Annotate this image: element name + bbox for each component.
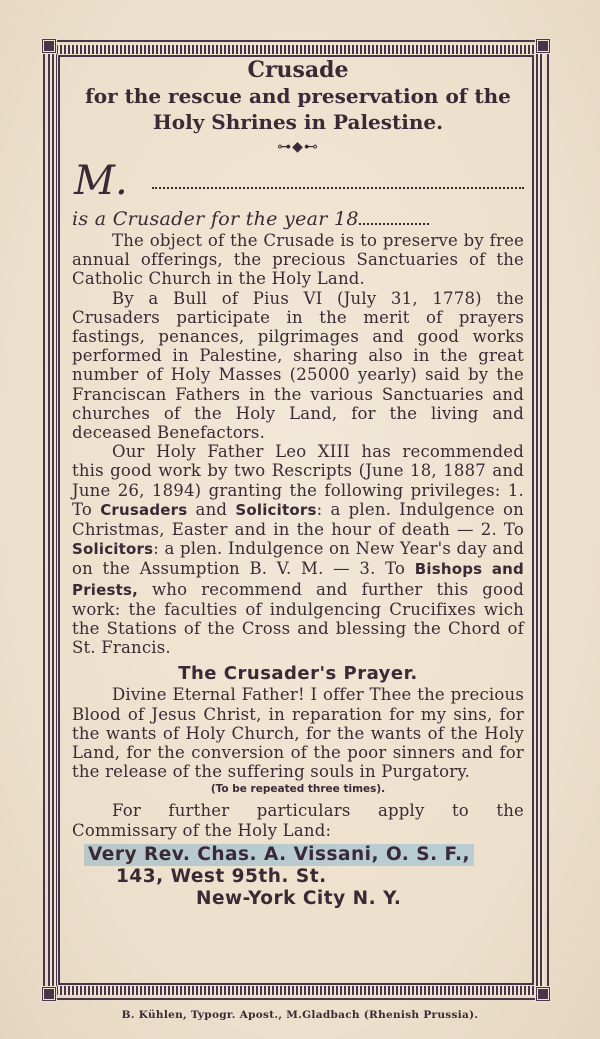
frame-corner-ornament xyxy=(41,986,57,1002)
card-content xyxy=(72,58,524,910)
name-initial: M. xyxy=(74,158,128,204)
frame-corner-ornament xyxy=(41,38,57,54)
printer-imprint: B. Kühlen, Typogr. Apost., M.Gladbach (Rhenish Prussia). xyxy=(121,1009,479,1021)
crusaders-term: Crusaders xyxy=(100,500,188,519)
prayer-repeat-note: (To be repeated three times). xyxy=(210,783,386,796)
name-blank-line xyxy=(152,187,524,189)
privileges-text-1: Our Holy Father Leo XIII has recommended this good work by two Rescripts (June 18, 1887 and June 26, 1894) granting the following privileges: 1. To xyxy=(72,442,524,519)
contact-address xyxy=(72,844,524,910)
name-field xyxy=(72,157,524,205)
prayer-text: Divine Eternal Father! I offer Thee the precious Blood of Jesus Christ, in reparation for my sins, for the wants of Holy Church, for the wants of the Holy Land, for the conversion of the poor sinners and for the release of the suffering souls in Purgatory. xyxy=(72,685,524,782)
contact-street: 143, West 95th. St. xyxy=(116,865,327,887)
privileges-and: and xyxy=(195,499,228,519)
privileges-text-2: : a plen. Indulgence on Christmas, Easter and in the hour of death — 2. To xyxy=(72,499,524,540)
frame-corner-ornament xyxy=(535,986,551,1002)
card-subtitle-line1: for the rescue and preservation of the xyxy=(85,84,511,108)
frame-corner-ornament xyxy=(535,38,551,54)
paragraph-privileges xyxy=(72,442,524,657)
card-title: Crusade xyxy=(247,57,349,83)
contact-name: Very Rev. Chas. A. Vissani, O. S. F., xyxy=(84,844,474,866)
year-blank-line xyxy=(359,223,429,225)
solicitors-term-2: Solicitors xyxy=(72,540,154,559)
crusader-year-label: is a Crusader for the year 18 xyxy=(72,208,359,230)
crusader-year-line xyxy=(72,207,524,231)
bishops-term: Bishops and Priests, xyxy=(72,560,524,599)
card-subtitle-line2: Holy Shrines in Palestine. xyxy=(152,110,444,134)
solicitors-term: Solicitors xyxy=(235,500,317,519)
paragraph-bull: By a Bull of Pius VI (July 31, 1778) the Crusaders participate in the merit of prayers fastings, penances, pilgrimages and good works performed in Palestine, sharing also in the great number of Holy Masses (25000 yearly) said by the Franciscan Fathers in the various Sanctuaries and churches of the Holy Land, for the living and deceased Benefactors. xyxy=(72,288,524,443)
privileges-text-4: who recommend and further this good work: the faculties of indulgencing Crucifixes wich the Stations of the Cross and blessing the Chord of St. Francis. xyxy=(72,579,524,658)
privileges-text-3: : a plen. Indulgence on New Year's day and on the Assumption B. V. M. — 3. To xyxy=(72,539,524,579)
ornament-divider: ⊶◆⊷ xyxy=(277,139,319,155)
paragraph-object: The object of the Crusade is to preserve by free annual offerings, the precious Sanctuaries of the Catholic Church in the Holy Land. xyxy=(72,231,524,289)
prayer-title: The Crusader's Prayer. xyxy=(178,663,418,685)
contact-intro: For further particulars apply to the Commissary of the Holy Land: xyxy=(72,801,524,840)
contact-city: New-York City N. Y. xyxy=(196,887,402,909)
